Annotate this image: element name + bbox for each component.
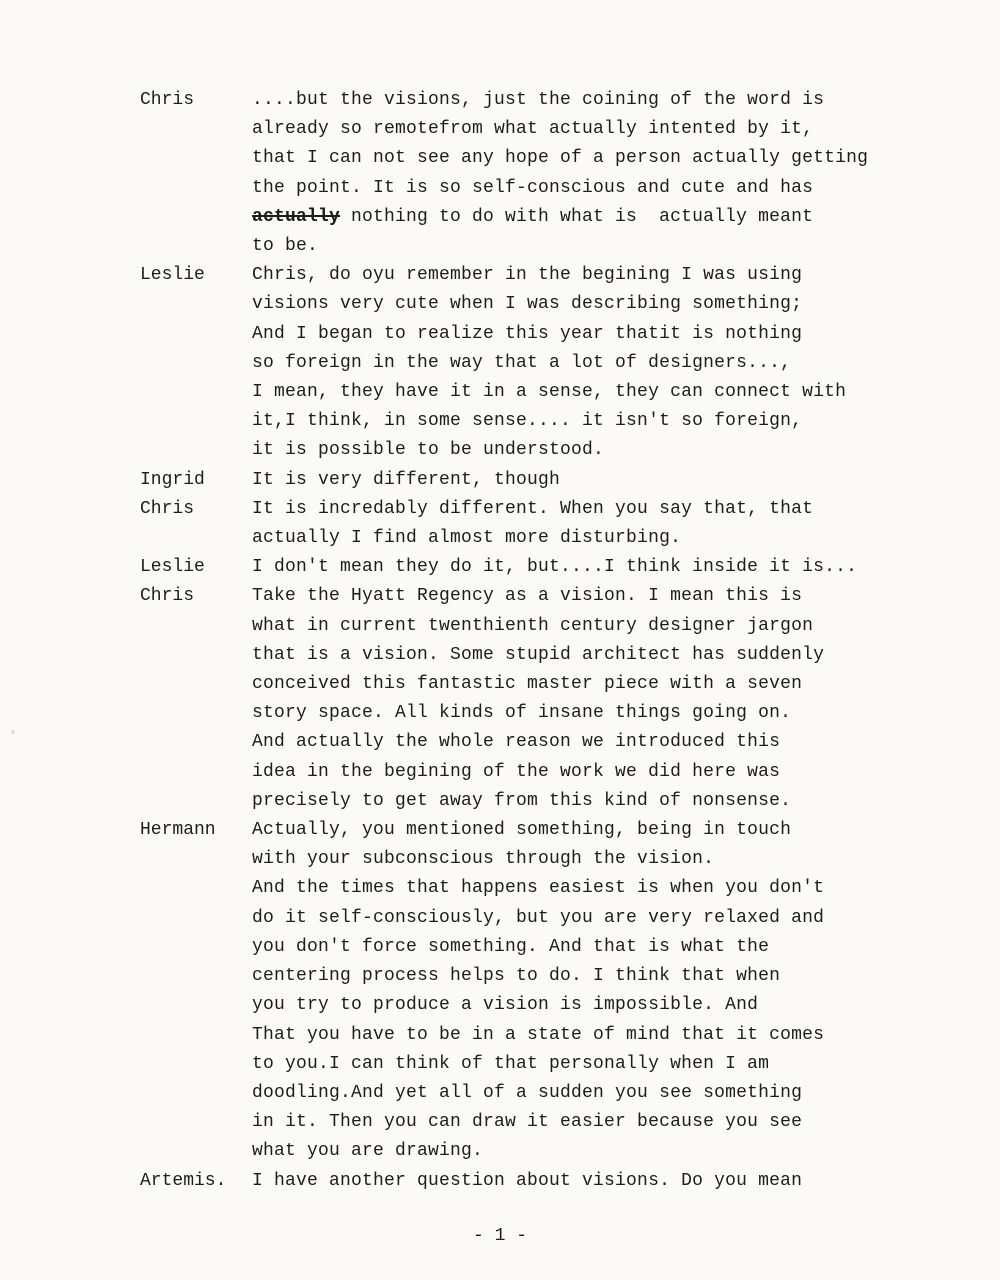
text-line: And actually the whole reason we introduced this xyxy=(252,732,781,753)
speaker-name: Chris xyxy=(140,586,195,607)
transcript xyxy=(140,86,940,1196)
text-line: It is very different, though xyxy=(252,469,561,490)
dialogue-turn xyxy=(140,553,940,582)
text-line: the point. It is so self-conscious and cute and has xyxy=(252,177,814,198)
dialogue-turn xyxy=(140,582,940,816)
dialogue-turn xyxy=(140,86,940,261)
dialogue-text xyxy=(252,86,940,261)
text-line: I mean, they have it in a sense, they can connect with xyxy=(252,382,847,403)
text-line: what you are drawing. xyxy=(252,1141,484,1162)
text-line: I have another question about visions. Do you mean xyxy=(252,1170,803,1191)
text-line: ....but the visions, just the coining of the word is xyxy=(252,90,825,110)
text-line: precisely to get away from this kind of nonsense. xyxy=(252,790,792,811)
dialogue-text xyxy=(252,495,940,553)
text-line: you try to produce a vision is impossible. And xyxy=(252,995,759,1016)
text-line: I don't mean they do it, but....I think inside it is... xyxy=(252,557,858,578)
text-line: conceived this fantastic master piece with a seven xyxy=(252,674,803,695)
text-line: it,I think, in some sense.... it isn't so foreign, xyxy=(252,411,803,432)
text-line: And I began to realize this year thatit is nothing xyxy=(252,323,803,344)
text-line: to you.I can think of that personally when I am xyxy=(252,1053,770,1074)
text-line: idea in the begining of the work we did here was xyxy=(252,761,781,782)
text-fragment: nothing to do with what is actually meant xyxy=(340,206,814,227)
text-line: That you have to be in a state of mind that it comes xyxy=(252,1024,825,1045)
text-line: to be. xyxy=(252,236,319,257)
speaker-name: Leslie xyxy=(140,265,205,286)
text-line: centering process helps to do. I think that when xyxy=(252,966,781,987)
dialogue-turn xyxy=(140,261,940,465)
text-line: it is possible to be understood. xyxy=(252,440,605,461)
text-line: that is a vision. Some stupid architect has suddenly xyxy=(252,644,825,665)
speaker-name: Chris xyxy=(140,90,195,110)
text-line: Chris, do oyu remember in the begining I was using xyxy=(252,265,803,286)
speaker-name: Leslie xyxy=(140,557,205,578)
text-line xyxy=(252,203,940,232)
dialogue-turn xyxy=(140,495,940,553)
dialogue-turn xyxy=(140,816,940,1166)
text-line: story space. All kinds of insane things going on. xyxy=(252,703,792,724)
text-line: do it self-consciously, but you are very relaxed and xyxy=(252,907,825,928)
page-number: - 1 - xyxy=(472,1226,527,1246)
text-line: what in current twenthienth century designer jargon xyxy=(252,615,814,636)
struck-out-word: actually xyxy=(252,206,341,227)
text-line: It is incredably different. When you say that, that xyxy=(252,498,814,519)
dialogue-text xyxy=(252,553,940,582)
dialogue-text xyxy=(252,466,940,495)
text-line: doodling.And yet all of a sudden you see something xyxy=(252,1082,803,1103)
dialogue-turn xyxy=(140,1167,940,1196)
speaker-name: Hermann xyxy=(140,820,216,841)
text-line: actually I find almost more disturbing. xyxy=(252,528,682,549)
text-line: with your subconscious through the vision. xyxy=(252,849,715,870)
text-line: so foreign in the way that a lot of designers..., xyxy=(252,352,792,373)
text-line: you don't force something. And that is what the xyxy=(252,936,770,957)
text-line: that I can not see any hope of a person actually getting xyxy=(252,148,869,169)
text-line: And the times that happens easiest is when you don't xyxy=(252,878,825,899)
text-line: Take the Hyatt Regency as a vision. I mean this is xyxy=(252,586,803,607)
speaker-name: Ingrid xyxy=(140,469,205,490)
text-line: already so remotefrom what actually intented by it, xyxy=(252,119,814,140)
dialogue-turn xyxy=(140,466,940,495)
dialogue-text xyxy=(252,582,940,816)
speaker-name: Artemis. xyxy=(140,1170,227,1191)
text-line: Actually, you mentioned something, being in touch xyxy=(252,820,792,841)
speaker-name: Chris xyxy=(140,498,195,519)
dialogue-text xyxy=(252,261,940,465)
text-line: in it. Then you can draw it easier because you see xyxy=(252,1112,803,1133)
paper-speck xyxy=(11,730,15,734)
dialogue-text xyxy=(252,1167,940,1196)
text-line: visions very cute when I was describing something; xyxy=(252,294,803,315)
dialogue-text xyxy=(252,816,940,1166)
